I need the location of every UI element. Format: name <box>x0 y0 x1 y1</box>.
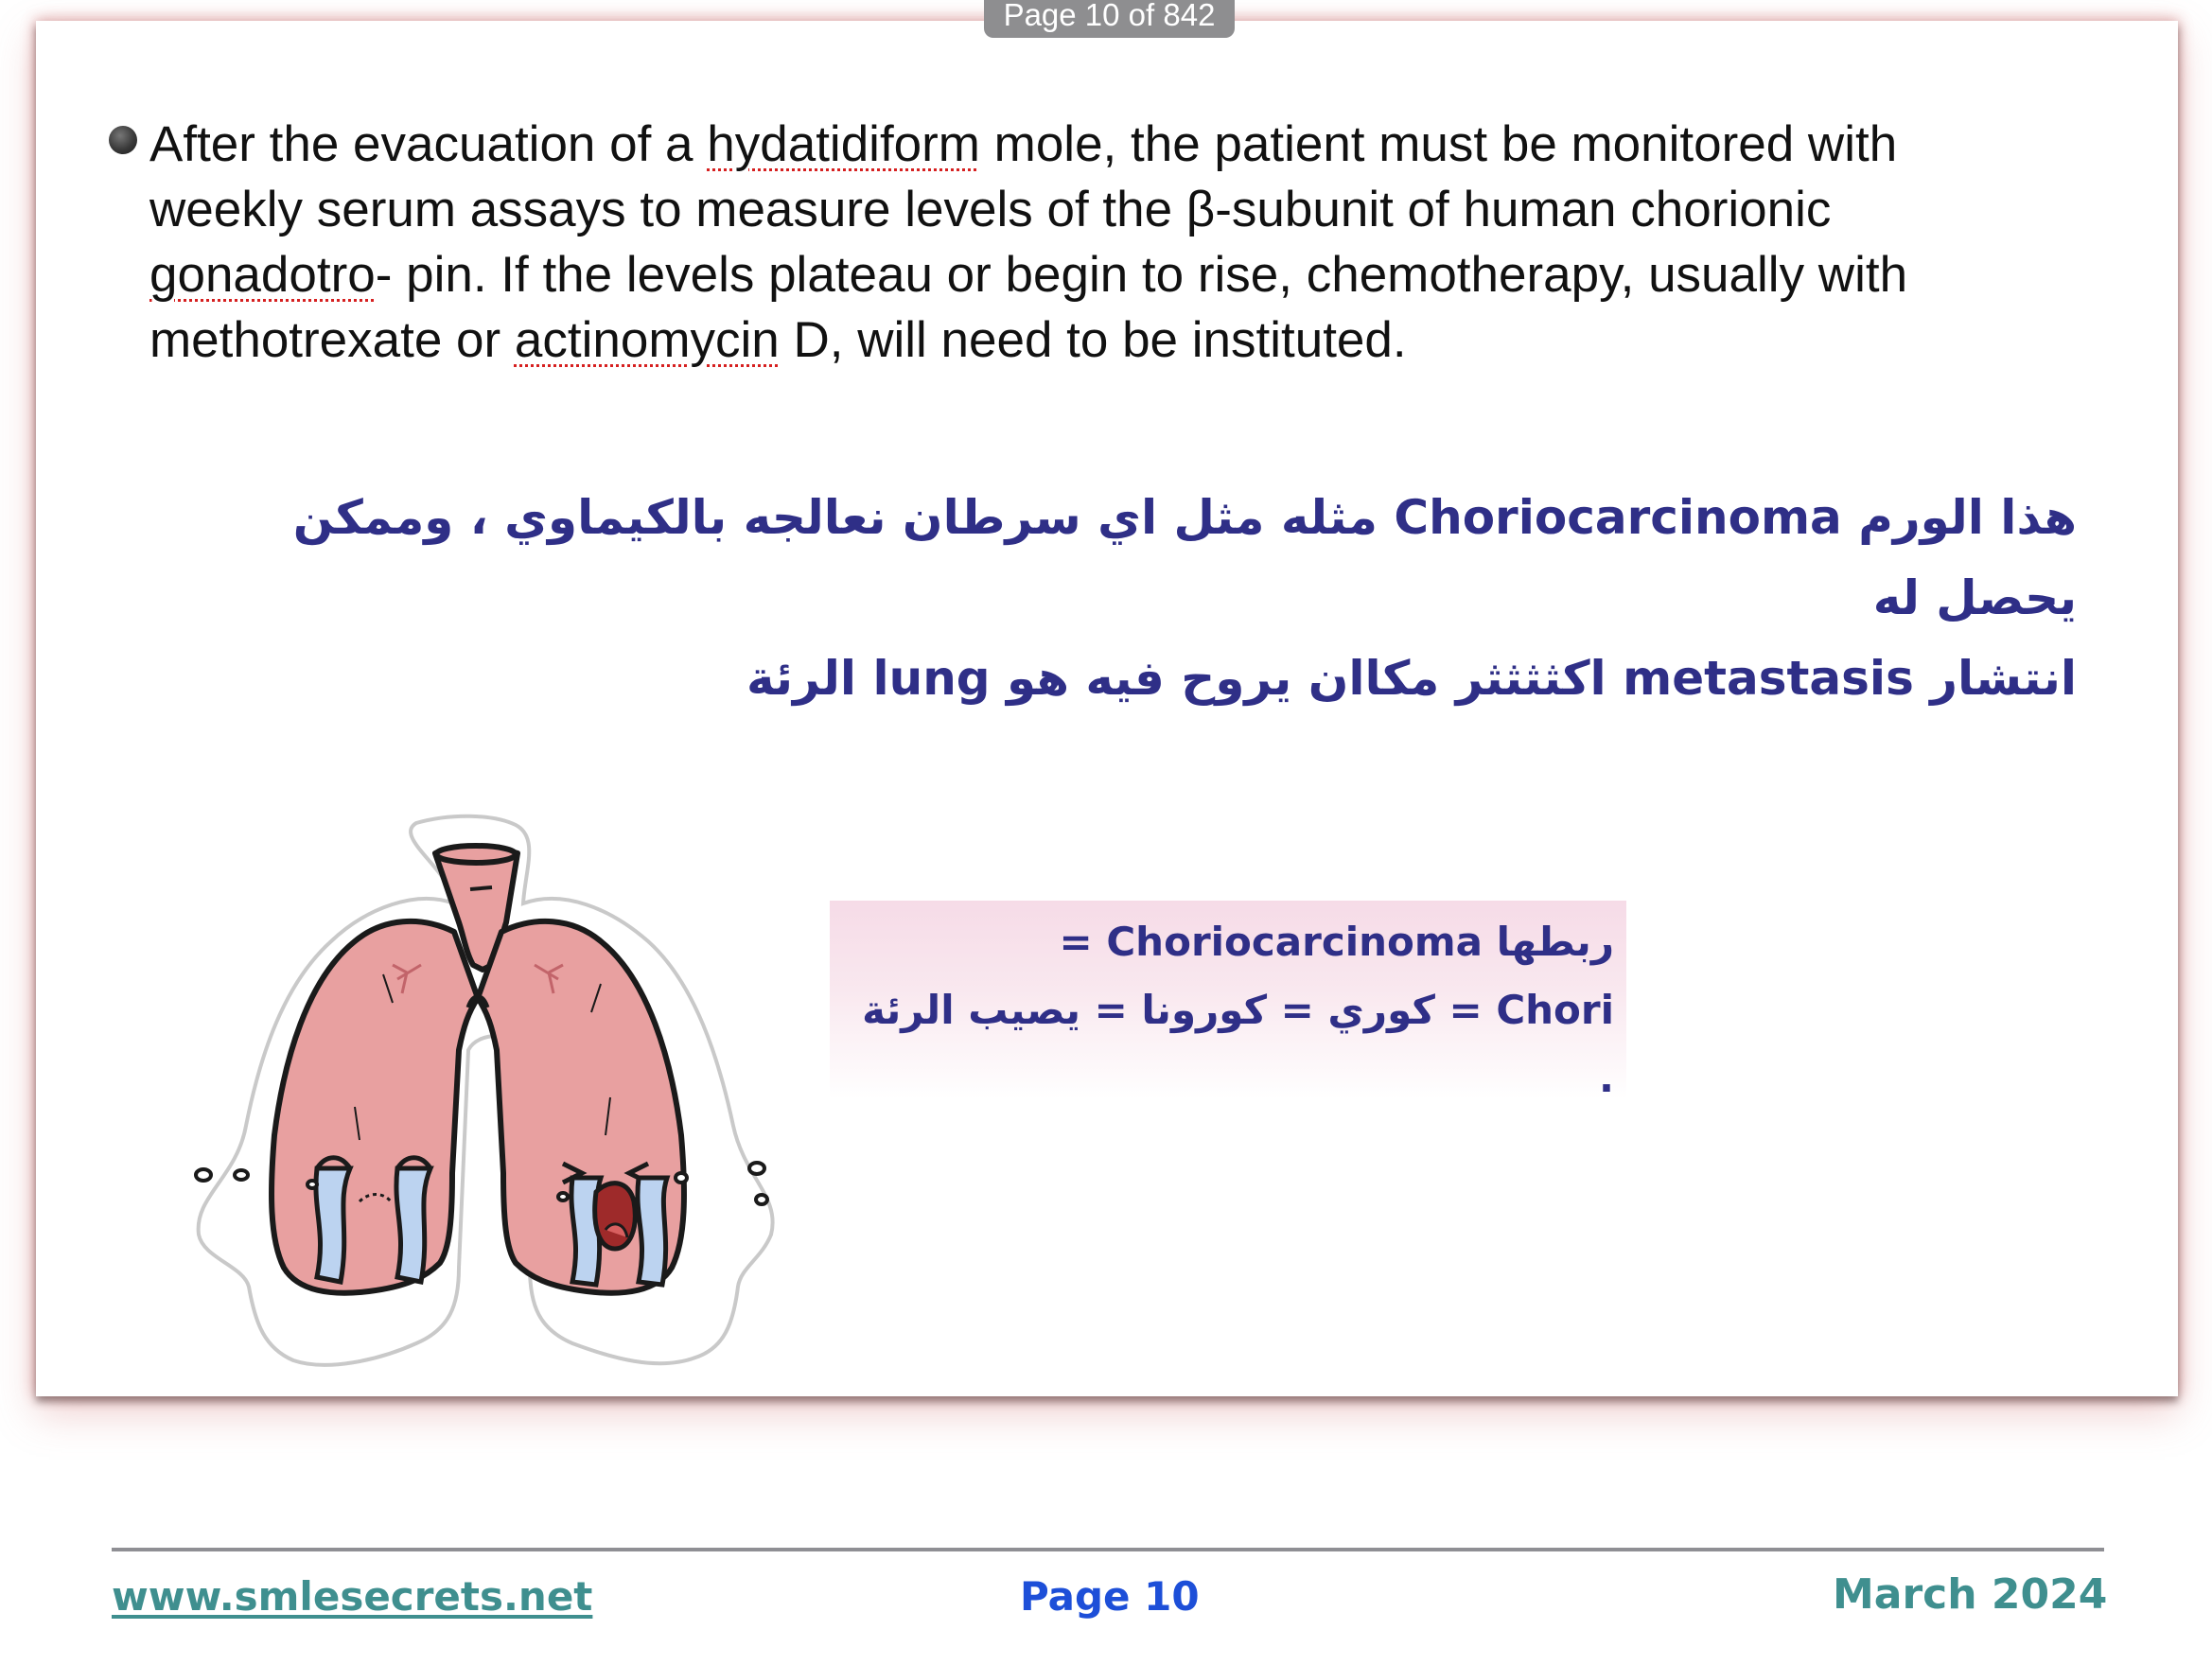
mnemonic-line: Chori = كوري = كورونا = يصيب الرئة . <box>862 987 1614 1101</box>
crying-lungs-icon <box>166 814 809 1381</box>
arabic-note-line: انتشار metastasis اكثثثثر مكاان يروح فيه هو lung الرئة <box>746 651 2077 706</box>
page-indicator: Page 10 of 842 <box>984 0 1235 38</box>
footer-divider <box>112 1548 2104 1551</box>
text-run: methotrexate or <box>149 312 515 368</box>
footer-page-number: Page 10 <box>1020 1573 1200 1620</box>
text-run: - pin. If the levels plateau or begin to rise, chemotherapy, usually with <box>375 247 1908 303</box>
footer-website-link[interactable]: www.smlesecrets.net <box>112 1573 593 1620</box>
spellcheck-word[interactable]: hydatidiform <box>707 116 980 172</box>
spellcheck-word[interactable]: actinomycin <box>514 312 780 368</box>
mnemonic-text <box>840 908 1614 1113</box>
mnemonic-line: ربطها Choriocarcinoma = <box>1059 919 1614 965</box>
bullet-icon <box>109 126 137 154</box>
text-run: mole, the patient must be monitored with <box>979 116 1898 172</box>
arabic-note-line: هذا الورم Choriocarcinoma مثله مثل اي سرطان نعالجه بالكيماوي ، وممكن يحصل له <box>292 490 2077 625</box>
text-run: D, will need to be instituted. <box>779 312 1407 368</box>
spellcheck-word[interactable]: gonadotro <box>149 247 376 303</box>
footer-date: March 2024 <box>1833 1570 2108 1619</box>
arabic-note <box>142 478 2077 719</box>
bullet-paragraph <box>149 112 2117 373</box>
text-run: weekly serum assays to measure levels of the β-subunit of human chorionic <box>149 182 1832 237</box>
text-run: After the evacuation of a <box>149 116 708 172</box>
